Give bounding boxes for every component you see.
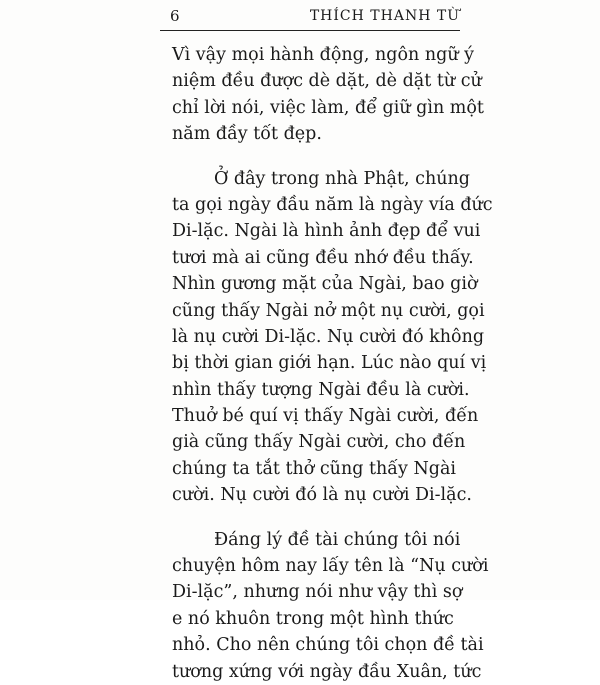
text-line: cười. Nụ cười đó là nụ cười Di-lặc. — [172, 485, 472, 506]
text-line: già cũng thấy Ngài cười, cho đến — [172, 432, 466, 453]
text-line: nhỏ. Cho nên chúng tôi chọn đề tài — [172, 635, 484, 656]
text-line: Ở đây trong nhà Phật, chúng — [214, 168, 470, 189]
text-line: tương xứng với ngày đầu Xuân, tức — [172, 661, 482, 682]
text-line: tươi mà ai cũng đều nhớ đều thấy. — [172, 247, 474, 268]
page-header — [160, 0, 460, 31]
text-line: năm đầy tốt đẹp. — [172, 124, 322, 145]
running-title: THÍCH THANH TỪ — [309, 8, 460, 24]
text-line: Thuở bé quí vị thấy Ngài cười, đến — [172, 406, 479, 427]
paragraph-1 — [172, 42, 484, 148]
text-line: Nhìn gương mặt của Ngài, bao giờ — [172, 274, 478, 295]
page-body — [172, 42, 493, 685]
text-line: Di-lặc. Ngài là hình ảnh đẹp để vui — [172, 221, 481, 242]
page-number: 6 — [170, 7, 180, 25]
paragraph-2 — [172, 166, 493, 509]
text-line: e nó khuôn trong một hình thức — [172, 608, 454, 629]
text-line: niệm đều được dè dặt, dè dặt từ cử — [172, 71, 482, 92]
text-line: chúng ta tắt thở cũng thấy Ngài — [172, 458, 456, 479]
paragraph-3 — [172, 527, 489, 685]
text-line: là nụ cười Di-lặc. Nụ cười đó không — [172, 326, 485, 347]
text-line: Di-lặc”, nhưng nói như vậy thì sợ — [172, 582, 463, 603]
text-line: chỉ lời nói, việc làm, để giữ gìn một — [172, 97, 484, 118]
text-line: cũng thấy Ngài nở một nụ cười, gọi — [172, 300, 485, 321]
text-line: chuyện hôm nay lấy tên là “Nụ cười — [172, 556, 489, 577]
text-line: ta gọi ngày đầu năm là ngày vía đức — [172, 194, 493, 215]
text-line: Vì vậy mọi hành động, ngôn ngữ ý — [172, 45, 475, 65]
text-line: Đáng lý đề tài chúng tôi nói — [214, 529, 461, 550]
text-line: nhìn thấy tượng Ngài đều là cười. — [172, 379, 470, 400]
text-line: bị thời gian giới hạn. Lúc nào quí vị — [172, 353, 487, 374]
